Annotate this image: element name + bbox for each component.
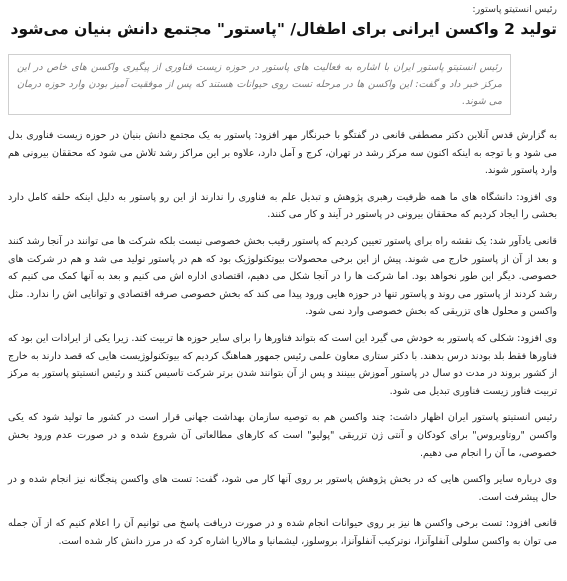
article-lead: رئیس انستیتو پاستور ایران با اشاره به فعالیت های پاستور در حوزه زیست فناوری از پیگیری واکسن های خاص در این مرکز خبر داد و گفت: این واکسن ها در مرحله تست روی حیوانات هستند که پس از موفقیت آمیز بودن وارد حوزه درمان می شوند. [8, 54, 511, 115]
article-paragraph-2: وی افزود: دانشگاه های ما همه ظرفیت رهبری پژوهش و تبدیل علم به فناوری را ندارند از این رو پاستور به دلیل اینکه حلقه کامل دارد بخشی را ایجاد کردیم که محققان بیرونی در پاستور در آیند و کار می کنند. [8, 191, 557, 221]
article-headline[interactable]: تولید 2 واکسن ایرانی برای اطفال/ "پاستور" مجتمع دانش بنیان می‌شود [10, 20, 557, 38]
article-paragraph-6: وی درباره سایر واکسن هایی که در بخش پژوهش پاستور بر روی آنها کار می شود، گفت: تست های واکسن پنجگانه نیز انجام شده و در حال پیشرفت است. [8, 474, 557, 503]
article-paragraph-4: وی افزود: شکلی که پاستور به خودش می گیرد این است که بتواند فناورها را برای سایر حوزه ها تربیت کند. زیرا یکی از ایرادات این بود که فناورها فقط بلد بودند درس بدهند. با دکتر ستاری معاون علمی رئیس جمهور هماهنگ کردیم که بیوتکنولوژیست هایی که قصد دارند به خارج از کشور بروند در مدت دو سال در پاستور آموزش ببینند و پس از آن بتوانند شدن برتر شرکت تاسیس کنند و رئیس انستیتو پاستور به مرکز تربیت فناور زیست فناوری تبدیل می شود. [8, 332, 557, 397]
article-body [8, 127, 557, 550]
article-paragraph-5: رئیس انستیتو پاستور ایران اظهار داشت: چند واکسن هم به توصیه سازمان بهداشت جهانی قرار است در کشور ما تولید شود که یکی واکسن "روتاویروس" برای کودکان و آنتی ژن تزریقی "پولیو" است که کارهای مطالعاتی آن شروع شده و در صورت عدم ورود بخش خصوصی، ما آن را انجام می دهیم. [8, 412, 557, 459]
article-paragraph-7: قانعی افزود: تست برخی واکسن ها نیز بر روی حیوانات انجام شده و در صورت دریافت پاسخ می توانیم آن را اعلام کنیم که از آن جمله می توان به واکسن سلولی آنفلوآنزا، نوترکیب آنفلوآنزا، بروسلوز، لیشمانیا و مالاریا اشاره کرد که در مرز دانش کار شده است. [8, 518, 557, 547]
article-kicker: رئیس انستیتو پاستور: [472, 4, 557, 15]
article-paragraph-1: به گزارش قدس آنلاین دکتر مصطفی قانعی در گفتگو با خبرنگار مهر افزود: پاستور به یک مجتمع دانش بنیان در حوزه زیست فناوری بدل می شود و با توجه به اینکه اکنون سه مرکز رشد در تهران، کرج و آمل دارد، علاوه بر این مراکز رشد تلاش می شود که محققان بیرونی هم وارد پاستور شوند. [8, 130, 557, 177]
article-paragraph-3: قانعی یادآور شد: یک نقشه راه برای پاستور تعیین کردیم که پاستور رقیب بخش خصوصی نیست بلکه شرکت ها می توانند در آنجا رشد کنند و بعد از آن از پاستور خارج می شوند. پیش از این برخی محصولات بیوتکنولوژیک بود که هم در پاستور تولید می شد و هم در شرکت های خصوصی. دیگر این طور نخواهد بود. اما شرکت ها را در آنجا شکل می دهیم، اقتصادی اداره اش می کنیم و بعد به آنها کمک می کنیم که رشد کردند از پاستور می روند و پاستور تنها در حوزه هایی ورود پیدا می کند که بخش خصوصی صرفه اقتصادی و توانایی اش را ندارد. مثل واکسن و محلول های تزریقی که بخش خصوصی وارد نمی شود. [8, 235, 557, 318]
